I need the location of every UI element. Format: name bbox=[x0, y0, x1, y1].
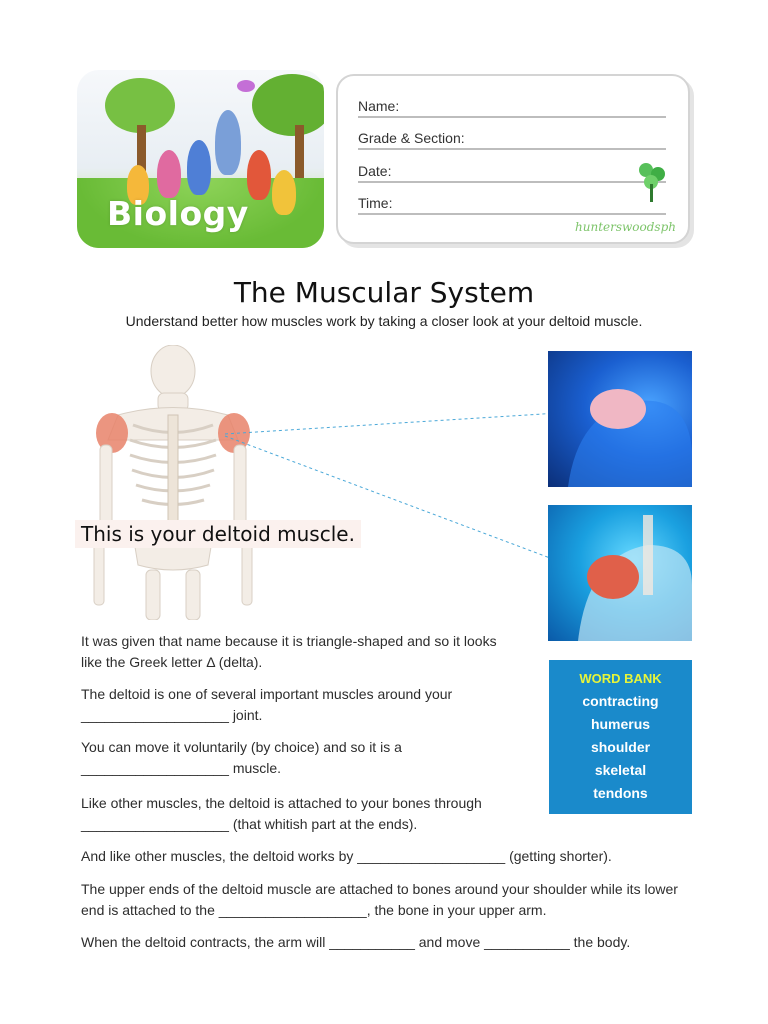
leader-line bbox=[225, 436, 590, 573]
word-bank-item: tendons bbox=[593, 785, 648, 801]
word-bank-item: humerus bbox=[590, 716, 651, 732]
deltoid-callout: This is your deltoid muscle. bbox=[75, 520, 361, 548]
deltoid-highlight bbox=[587, 555, 639, 599]
question-tendons: Like other muscles, the deltoid is attached to your bones through ___________________ (that whitish part at the ends). bbox=[81, 795, 482, 832]
banner-title: Biology bbox=[107, 194, 249, 233]
word-bank-item: skeletal bbox=[594, 762, 647, 778]
deltoid-highlight bbox=[590, 389, 646, 429]
leader-line bbox=[225, 411, 590, 434]
date-field[interactable]: Date: bbox=[358, 163, 666, 183]
grade-section-field[interactable]: Grade & Section: bbox=[358, 130, 666, 150]
name-field[interactable]: Name: bbox=[358, 98, 666, 118]
paragraph-delta: It was given that name because it is triangle-shaped and so it looks like the Greek letter Δ (delta). bbox=[81, 633, 497, 670]
word-bank bbox=[549, 660, 692, 814]
time-field[interactable]: Time: bbox=[358, 195, 666, 215]
word-bank-item: contracting bbox=[582, 693, 659, 709]
question-humerus: The upper ends of the deltoid muscle are attached to bones around your shoulder while its lower end is attached to the ___________________, the bone in your upper arm. bbox=[81, 881, 678, 918]
question-muscle-type: You can move it voluntarily (by choice) and so it is a ___________________ muscle. bbox=[81, 739, 402, 776]
shoulder-anatomy-photo bbox=[548, 505, 692, 641]
word-bank-title: WORD BANK bbox=[579, 671, 662, 686]
signature: hunterswoodsph bbox=[575, 220, 676, 234]
page-title: The Muscular System bbox=[233, 276, 535, 309]
question-arm-movement: When the deltoid contracts, the arm will ___________ and move ___________ the body. bbox=[81, 934, 631, 950]
shoulder-muscle-photo bbox=[548, 351, 692, 487]
question-joint: The deltoid is one of several important muscles around your ___________________ joint. bbox=[81, 686, 453, 723]
page-subtitle: Understand better how muscles work by taking a closer look at your deltoid muscle. bbox=[125, 313, 643, 329]
word-bank-item: shoulder bbox=[590, 739, 651, 755]
question-contracting: And like other muscles, the deltoid works by ___________________ (getting shorter). bbox=[81, 848, 612, 864]
